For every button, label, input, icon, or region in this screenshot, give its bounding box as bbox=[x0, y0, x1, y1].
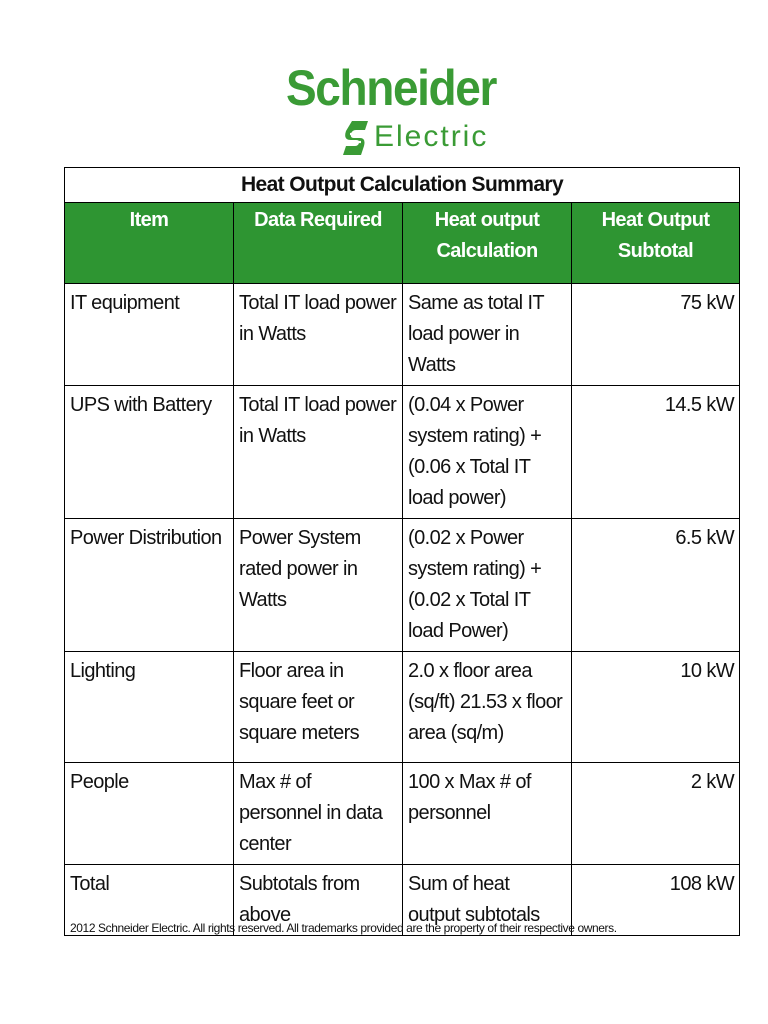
row-data-cell: Total IT load power in Watts bbox=[234, 284, 403, 386]
copyright-footer: 2012 Schneider Electric. All rights reserved. All trademarks provided are the property of their respective owners. bbox=[70, 921, 617, 935]
row-data-cell: Subtotals from above bbox=[234, 865, 403, 936]
row-subtotal-cell: 10 kW bbox=[572, 652, 740, 763]
column-header-heat-output-calculation: Heat output Calculation bbox=[403, 203, 572, 284]
row-subtotal-cell: 6.5 kW bbox=[572, 519, 740, 652]
row-data-cell: Max # of personnel in data center bbox=[234, 763, 403, 865]
schneider-electric-logo bbox=[286, 58, 496, 158]
row-data-cell: Floor area in square feet or square meters bbox=[234, 652, 403, 763]
row-calc-cell: (0.02 x Power system rating) + (0.02 x Total IT load Power) bbox=[403, 519, 572, 652]
table-row bbox=[65, 519, 740, 652]
schneider-leaf-icon bbox=[338, 118, 372, 158]
row-item-cell: Power Distribution bbox=[65, 519, 234, 652]
table-header-row bbox=[65, 203, 740, 284]
row-subtotal-cell: 14.5 kW bbox=[572, 386, 740, 519]
row-item-cell: People bbox=[65, 763, 234, 865]
row-calc-cell: 2.0 x floor area (sq/ft) 21.53 x floor area (sq/m) bbox=[403, 652, 572, 763]
row-calc-cell: Same as total IT load power in Watts bbox=[403, 284, 572, 386]
logo-brand-text: Schneider bbox=[286, 60, 496, 116]
row-calc-cell: Sum of heat output subtotals bbox=[403, 865, 572, 936]
row-subtotal-cell: 75 kW bbox=[572, 284, 740, 386]
row-item-cell: UPS with Battery bbox=[65, 386, 234, 519]
row-subtotal-cell: 108 kW bbox=[572, 865, 740, 936]
table-row bbox=[65, 652, 740, 763]
logo-sub-text: Electric bbox=[374, 120, 489, 153]
column-header-item: Item bbox=[65, 203, 234, 284]
column-header-heat-output-subtotal: Heat Output Subtotal bbox=[572, 203, 740, 284]
table-title: Heat Output Calculation Summary bbox=[65, 168, 740, 203]
row-data-cell: Total IT load power in Watts bbox=[234, 386, 403, 519]
row-item-cell: Lighting bbox=[65, 652, 234, 763]
row-item-cell: Total bbox=[65, 865, 234, 936]
row-calc-cell: 100 x Max # of personnel bbox=[403, 763, 572, 865]
column-header-data-required: Data Required bbox=[234, 203, 403, 284]
heat-output-table bbox=[64, 167, 740, 936]
table-row bbox=[65, 763, 740, 865]
row-item-cell: IT equipment bbox=[65, 284, 234, 386]
table-row bbox=[65, 284, 740, 386]
row-subtotal-cell: 2 kW bbox=[572, 763, 740, 865]
row-calc-cell: (0.04 x Power system rating) + (0.06 x Total IT load power) bbox=[403, 386, 572, 519]
row-data-cell: Power System rated power in Watts bbox=[234, 519, 403, 652]
table-row bbox=[65, 386, 740, 519]
